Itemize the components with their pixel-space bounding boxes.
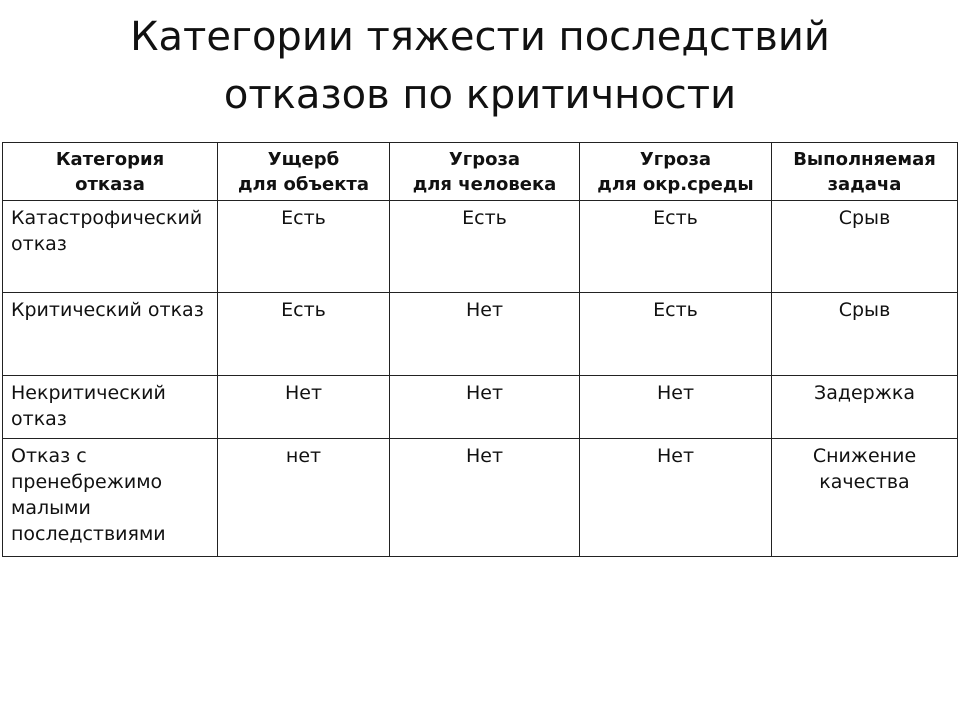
- severity-categories-table: [2, 142, 958, 557]
- cell-task: Снижение качества: [772, 439, 958, 557]
- header-text: задача: [827, 174, 902, 195]
- header-human-threat: [390, 143, 580, 201]
- cell-environment-threat: Есть: [580, 293, 772, 376]
- table-row: [3, 293, 958, 376]
- slide-title-line-2: отказов по критичности: [223, 72, 737, 118]
- header-text: для окр.среды: [597, 174, 754, 195]
- cell-object-damage: нет: [218, 439, 390, 557]
- cell-environment-threat: Нет: [580, 376, 772, 439]
- cell-environment-threat: Нет: [580, 439, 772, 557]
- header-object-damage: [218, 143, 390, 201]
- header-task: [772, 143, 958, 201]
- cell-category: Катастрофический отказ: [3, 201, 218, 293]
- header-text: Ущерб: [267, 149, 340, 170]
- header-text: для объекта: [237, 174, 369, 195]
- header-text: Выполняемая: [793, 149, 936, 170]
- cell-environment-threat: Есть: [580, 201, 772, 293]
- header-environment-threat: [580, 143, 772, 201]
- slide-title-line-1: Категории тяжести последствий: [130, 14, 830, 60]
- header-text: отказа: [75, 174, 145, 195]
- cell-task: Срыв: [772, 201, 958, 293]
- table-row: [3, 439, 958, 557]
- cell-object-damage: Есть: [218, 293, 390, 376]
- table-row: [3, 376, 958, 439]
- header-text: Категория: [55, 149, 165, 170]
- cell-human-threat: Нет: [390, 439, 580, 557]
- header-failure-category: [3, 143, 218, 201]
- table-header-row: [3, 143, 958, 201]
- cell-human-threat: Нет: [390, 293, 580, 376]
- cell-object-damage: Нет: [218, 376, 390, 439]
- cell-category: Критический отказ: [3, 293, 218, 376]
- header-text: Угроза: [448, 149, 521, 170]
- cell-human-threat: Есть: [390, 201, 580, 293]
- slide-title: [0, 8, 960, 124]
- cell-object-damage: Есть: [218, 201, 390, 293]
- cell-category: Некритический отказ: [3, 376, 218, 439]
- header-text: для человека: [412, 174, 557, 195]
- cell-task: Срыв: [772, 293, 958, 376]
- header-text: Угроза: [639, 149, 712, 170]
- cell-category: Отказ с пренебрежимо малыми последствиями: [3, 439, 218, 557]
- cell-human-threat: Нет: [390, 376, 580, 439]
- table-row: [3, 201, 958, 293]
- cell-task: Задержка: [772, 376, 958, 439]
